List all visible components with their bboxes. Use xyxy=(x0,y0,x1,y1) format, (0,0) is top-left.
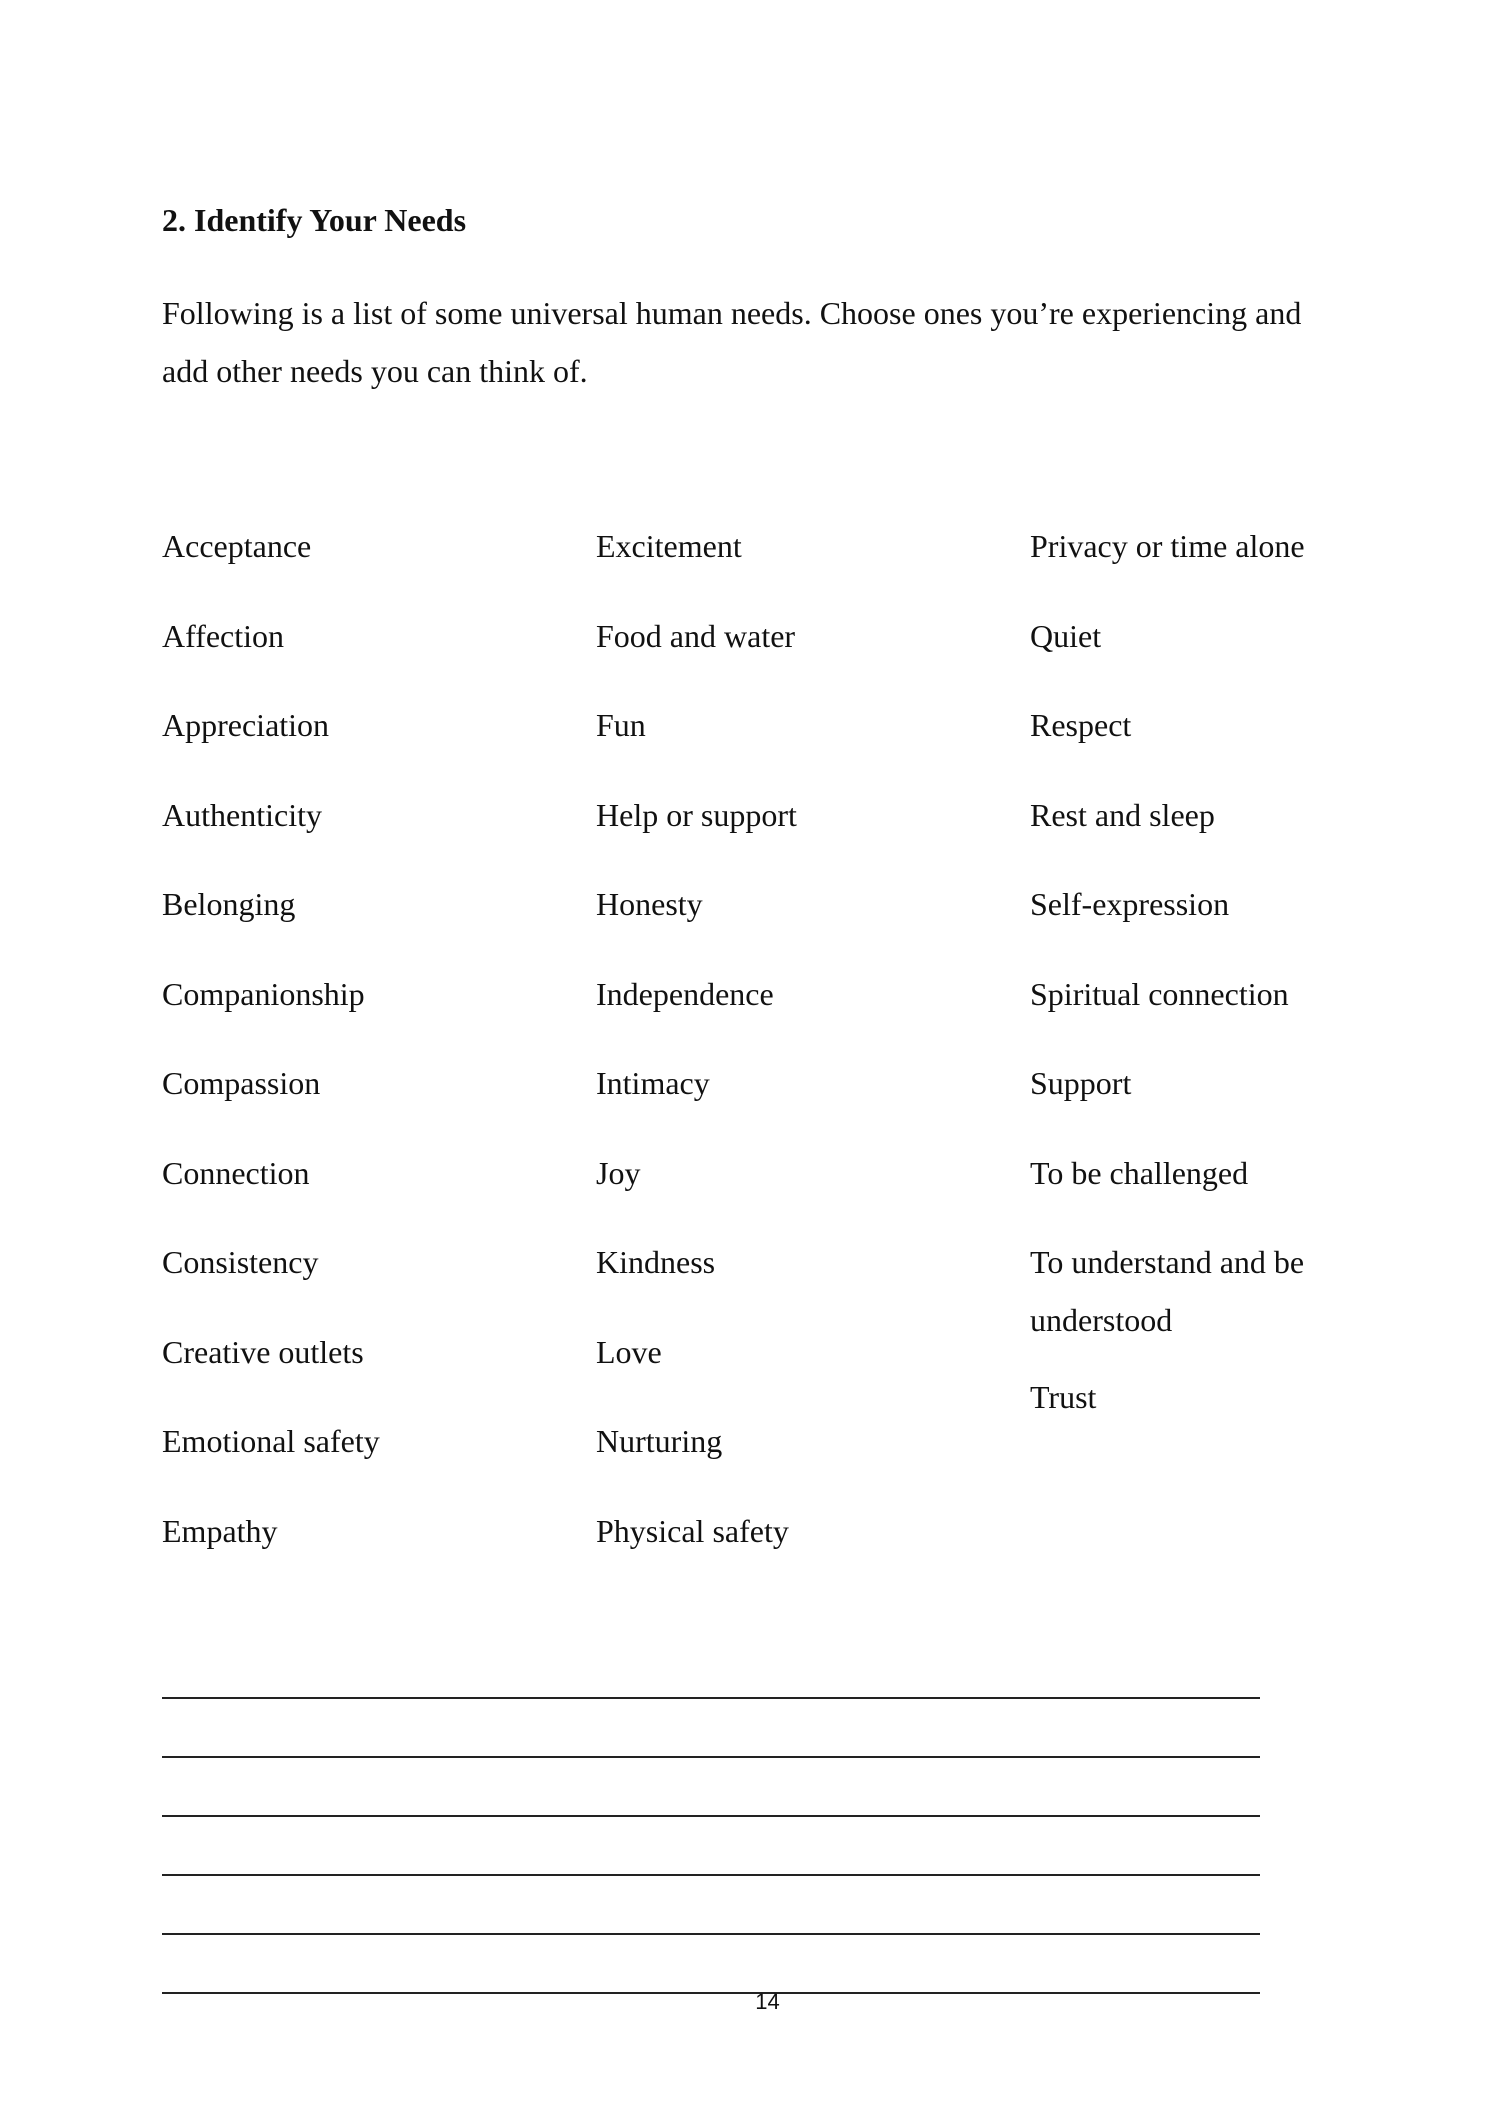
section-heading: 2. Identify Your Needs xyxy=(162,202,467,238)
need-item: Respect xyxy=(1030,707,1132,743)
write-in-line[interactable] xyxy=(162,1758,1260,1817)
need-item: Nurturing xyxy=(596,1423,723,1459)
write-in-line[interactable] xyxy=(162,1876,1260,1935)
need-item: Authenticity xyxy=(162,796,322,833)
need-item: Connection xyxy=(162,1154,310,1191)
need-item: Creative outlets xyxy=(162,1333,364,1370)
need-item: Trust xyxy=(1030,1379,1097,1415)
write-in-line[interactable] xyxy=(162,1699,1260,1758)
need-item: Spiritual connection xyxy=(1030,975,1289,1012)
need-item: Belonging xyxy=(162,886,296,922)
need-item: Appreciation xyxy=(162,707,330,743)
need-item: Emotional safety xyxy=(162,1423,380,1459)
write-in-lines xyxy=(162,1640,1260,1994)
need-item: Empathy xyxy=(162,1512,278,1549)
need-item: Help or support xyxy=(596,796,797,833)
page-number: 14 xyxy=(755,1989,780,2014)
need-item: Companionship xyxy=(162,975,365,1012)
need-item: Compassion xyxy=(162,1065,321,1101)
need-item: Fun xyxy=(596,707,646,743)
need-item: Kindness xyxy=(596,1244,716,1280)
needs-column-3 xyxy=(1030,524,1370,1465)
need-item: Consistency xyxy=(162,1244,319,1280)
need-item: Privacy or time alone xyxy=(1030,528,1305,564)
need-item: To understand and be understood xyxy=(1030,1244,1305,1338)
need-item: Self-expression xyxy=(1030,886,1230,922)
need-item: Rest and sleep xyxy=(1030,796,1215,833)
need-item: Excitement xyxy=(596,528,742,564)
need-item: Acceptance xyxy=(162,528,312,564)
need-item: Joy xyxy=(596,1154,641,1191)
needs-column-2 xyxy=(596,524,797,1598)
need-item: Food and water xyxy=(596,617,796,654)
intro-paragraph: Following is a list of some universal human needs. Choose ones you’re experiencing and add other needs you can think of. xyxy=(162,295,1302,389)
need-item: Quiet xyxy=(1030,617,1102,654)
write-in-line[interactable] xyxy=(162,1640,1260,1699)
need-item: Affection xyxy=(162,617,285,654)
needs-column-1 xyxy=(162,524,380,1598)
need-item: Honesty xyxy=(596,886,703,922)
need-item: Love xyxy=(596,1333,662,1370)
write-in-line[interactable] xyxy=(162,1935,1260,1994)
need-item: Support xyxy=(1030,1065,1132,1101)
need-item: Intimacy xyxy=(596,1065,710,1101)
write-in-line[interactable] xyxy=(162,1817,1260,1876)
need-item: Independence xyxy=(596,975,774,1012)
need-item: To be challenged xyxy=(1030,1154,1249,1191)
need-item: Physical safety xyxy=(596,1512,789,1549)
